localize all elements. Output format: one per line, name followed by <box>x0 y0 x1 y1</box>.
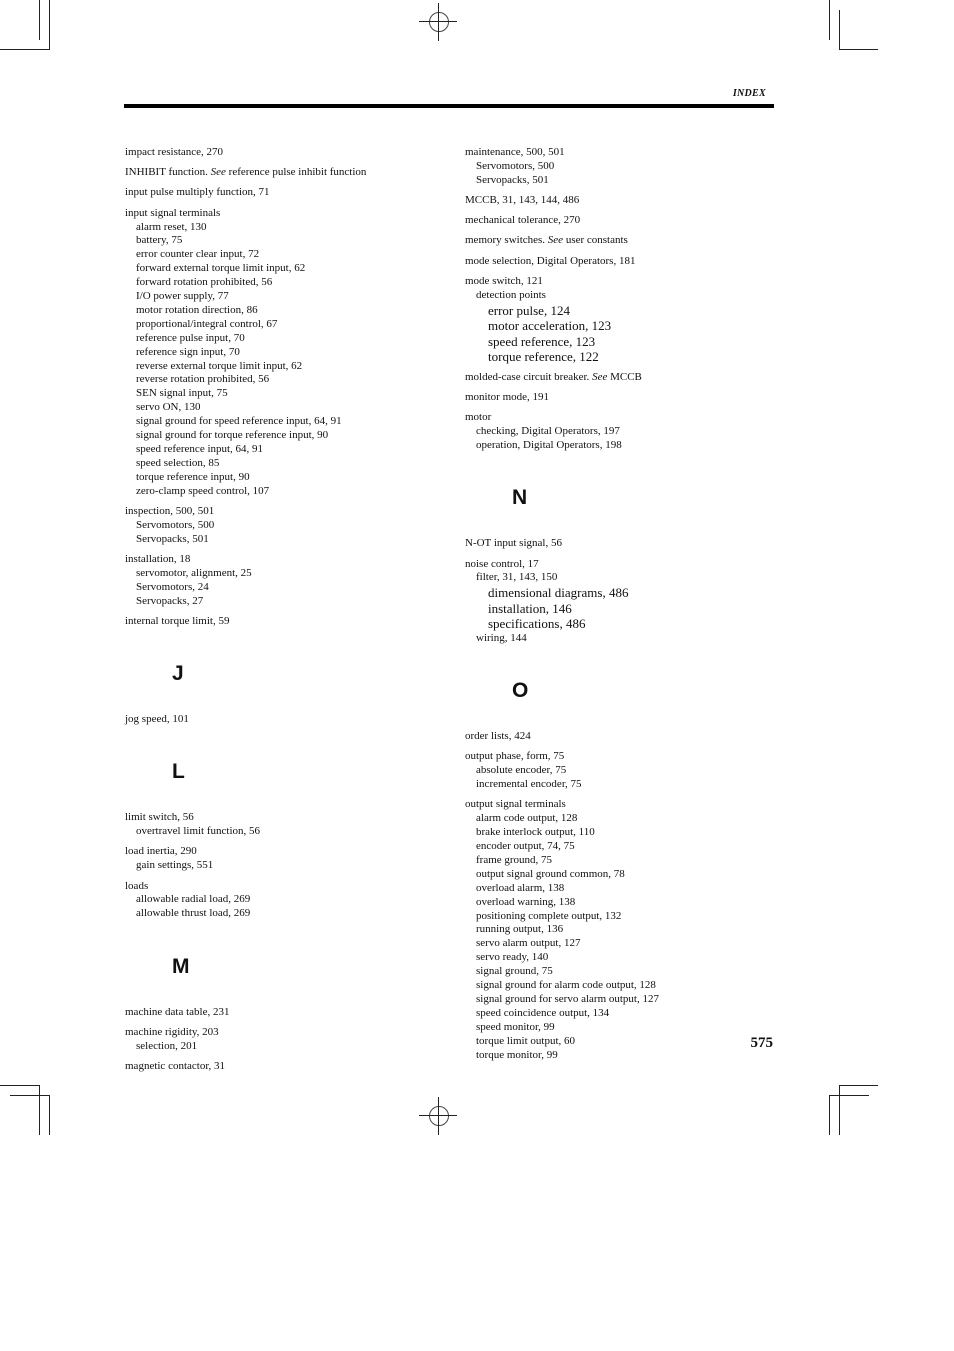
index-subentry: speed reference input, 64, 91 <box>136 443 264 456</box>
letter-heading-block <box>465 652 785 730</box>
index-column-left <box>125 146 445 1080</box>
crop-mark <box>839 10 840 50</box>
crop-mark <box>0 49 50 50</box>
index-subentry: operation, Digital Operators, 198 <box>476 439 622 452</box>
index-subentry: torque reference input, 90 <box>136 470 250 483</box>
crop-mark <box>829 1095 830 1135</box>
letter-heading: L <box>172 760 185 784</box>
index-subentry: servo alarm output, 127 <box>476 937 581 950</box>
index-entry <box>125 553 445 609</box>
registration-mark-icon <box>419 21 457 22</box>
crop-mark <box>829 0 830 40</box>
index-term-text: magnetic contactor, 31 <box>125 1059 226 1072</box>
see-reference: See <box>547 234 564 247</box>
index-subentry: battery, 75 <box>136 234 183 247</box>
index-entry <box>465 537 785 551</box>
index-entry <box>465 146 785 188</box>
index-subentry: servo ready, 140 <box>476 951 549 964</box>
index-term-text: installation, 18 <box>125 552 191 565</box>
index-term <box>465 214 785 228</box>
index-subsubentry: torque reference, 122 <box>488 349 599 365</box>
index-term <box>465 371 785 385</box>
index-term <box>465 194 785 208</box>
index-entry <box>465 214 785 228</box>
index-subentry: selection, 201 <box>136 1039 198 1052</box>
page-number: 575 <box>750 1035 773 1051</box>
index-subentry: gain settings, 551 <box>136 859 214 872</box>
index-term <box>465 730 785 744</box>
index-subsubentry: dimensional diagrams, 486 <box>488 585 629 601</box>
index-subentry: SEN signal input, 75 <box>136 387 228 400</box>
registration-mark-icon <box>429 12 449 32</box>
index-subentry: wiring, 144 <box>476 631 527 644</box>
index-entry <box>465 194 785 208</box>
index-subsubentry: installation, 146 <box>488 600 572 616</box>
index-term-text: MCCB <box>607 370 642 383</box>
registration-mark-icon <box>429 1106 449 1126</box>
index-term-text: motor <box>465 411 492 424</box>
index-entry <box>125 1026 445 1054</box>
index-subentry: torque monitor, 99 <box>476 1048 558 1061</box>
index-term-text: molded-case circuit breaker. <box>465 370 593 383</box>
index-subentry: absolute encoder, 75 <box>476 764 567 777</box>
index-subentry: Servopacks, 27 <box>136 594 204 607</box>
index-entry <box>125 186 445 200</box>
letter-heading-block <box>125 733 445 811</box>
index-subentry: brake interlock output, 110 <box>476 826 595 839</box>
crop-mark <box>0 1085 40 1086</box>
index-entry <box>125 615 445 629</box>
index-term <box>125 845 445 859</box>
index-subentry: Servopacks, 501 <box>476 173 549 186</box>
registration-mark-icon <box>419 1115 457 1116</box>
index-subentry: Servomotors, 24 <box>136 580 209 593</box>
index-subentry: proportional/integral control, 67 <box>136 317 278 330</box>
index-term <box>125 1060 445 1074</box>
index-term-text: impact resistance, 270 <box>125 146 224 158</box>
index-term-text: memory switches. <box>465 234 548 247</box>
index-entry <box>125 166 445 180</box>
index-term <box>125 713 445 727</box>
index-term <box>125 811 445 825</box>
index-term <box>125 1006 445 1020</box>
index-entry <box>465 750 785 792</box>
index-entry <box>125 505 445 547</box>
index-term <box>465 411 785 425</box>
index-entry <box>465 234 785 248</box>
index-subentry: Servomotors, 500 <box>476 159 555 172</box>
index-term-text: machine rigidity, 203 <box>125 1025 219 1038</box>
letter-heading: O <box>512 679 529 703</box>
letter-heading-block <box>125 928 445 1006</box>
index-subentry: encoder output, 74, 75 <box>476 840 575 853</box>
index-entry <box>465 391 785 405</box>
crop-mark <box>839 1085 878 1086</box>
index-term <box>465 391 785 405</box>
letter-heading: J <box>172 662 184 686</box>
index-entry <box>125 880 445 922</box>
index-term-text: maintenance, 500, 501 <box>465 146 565 158</box>
index-entry <box>125 811 445 839</box>
index-subentry: reverse external torque limit input, 62 <box>136 359 303 372</box>
index-term <box>465 255 785 269</box>
crop-mark <box>49 1095 50 1135</box>
crop-mark <box>49 0 50 50</box>
index-term-text: monitor mode, 191 <box>465 391 550 404</box>
index-term-text: load inertia, 290 <box>125 845 197 858</box>
index-term <box>125 880 445 894</box>
crop-mark <box>10 1095 50 1096</box>
index-entry <box>125 845 445 873</box>
index-term <box>465 146 785 160</box>
index-subentry: speed coincidence output, 134 <box>476 1006 610 1019</box>
index-term-text: inspection, 500, 501 <box>125 504 215 517</box>
index-entry <box>125 713 445 727</box>
index-term-text: mechanical tolerance, 270 <box>465 214 581 227</box>
index-term-text: mode switch, 121 <box>465 274 543 287</box>
index-subentry: motor rotation direction, 86 <box>136 303 258 316</box>
index-term <box>125 166 445 180</box>
index-entry <box>465 371 785 385</box>
index-term-text: loads <box>125 879 149 892</box>
index-entry <box>125 1060 445 1074</box>
index-subentry: servo ON, 130 <box>136 401 201 414</box>
crop-mark <box>39 0 40 40</box>
index-term-text: input signal terminals <box>125 206 221 219</box>
index-subsubentry: specifications, 486 <box>488 616 586 632</box>
index-entry <box>125 207 445 499</box>
index-term <box>125 615 445 629</box>
index-term <box>465 798 785 812</box>
letter-heading-block <box>125 635 445 713</box>
index-subentry: signal ground for alarm code output, 128 <box>476 979 656 992</box>
index-entry <box>465 275 785 365</box>
index-subentry: signal ground for speed reference input, 64, 91 <box>136 415 342 428</box>
index-subentry: alarm reset, 130 <box>136 220 207 233</box>
index-term <box>465 558 785 572</box>
index-subentry: reference sign input, 70 <box>136 345 240 358</box>
index-term <box>125 553 445 567</box>
index-term-text: order lists, 424 <box>465 730 531 743</box>
section-label: INDEX <box>732 88 766 99</box>
index-subentry: reverse rotation prohibited, 56 <box>136 373 270 386</box>
index-term-text: INHIBIT function. <box>125 166 211 179</box>
index-entry <box>465 411 785 453</box>
index-term <box>465 750 785 764</box>
index-subentry: servomotor, alignment, 25 <box>136 566 252 579</box>
index-subsubentry: error pulse, 124 <box>488 302 570 318</box>
index-subentry: speed monitor, 99 <box>476 1020 555 1033</box>
registration-mark-icon <box>438 3 439 41</box>
crop-mark <box>829 1095 869 1096</box>
index-entry <box>465 255 785 269</box>
index-subsubentry: motor acceleration, 123 <box>488 318 612 334</box>
letter-heading: M <box>172 954 190 978</box>
index-subentry: detection points <box>476 288 546 301</box>
index-term-text: internal torque limit, 59 <box>125 614 230 627</box>
index-subentry: signal ground for servo alarm output, 127 <box>476 992 659 1005</box>
index-subsubentry: speed reference, 123 <box>488 333 596 349</box>
index-entry <box>465 798 785 1062</box>
registration-mark-icon <box>438 1097 439 1135</box>
index-term <box>125 186 445 200</box>
index-subentry: filter, 31, 143, 150 <box>476 571 558 584</box>
index-subentry: signal ground, 75 <box>476 965 553 978</box>
index-term-text: MCCB, 31, 143, 144, 486 <box>465 194 580 207</box>
index-term-text: N-OT input signal, 56 <box>465 537 562 550</box>
index-subentry: error counter clear input, 72 <box>136 248 260 261</box>
index-subentry: zero-clamp speed control, 107 <box>136 484 270 497</box>
index-entry <box>125 1006 445 1020</box>
index-subentry: I/O power supply, 77 <box>136 290 229 303</box>
see-reference: See <box>210 166 226 179</box>
index-term <box>465 234 785 248</box>
index-subentry: frame ground, 75 <box>476 853 553 866</box>
index-subentry: forward rotation prohibited, 56 <box>136 276 273 289</box>
index-term-text: mode selection, Digital Operators, 181 <box>465 254 636 267</box>
index-column-right <box>465 146 785 1069</box>
index-term-text: output signal terminals <box>465 798 566 811</box>
index-term-text: limit switch, 56 <box>125 811 194 824</box>
crop-mark <box>839 49 878 50</box>
index-term <box>125 505 445 519</box>
index-subentry: incremental encoder, 75 <box>476 778 582 791</box>
crop-mark <box>839 1085 840 1135</box>
index-entry <box>125 146 445 160</box>
index-term <box>125 1026 445 1040</box>
index-entry <box>465 730 785 744</box>
index-term-text: output phase, form, 75 <box>465 750 565 763</box>
index-term-text: noise control, 17 <box>465 557 539 570</box>
index-subentry: allowable thrust load, 269 <box>136 907 251 920</box>
header-rule <box>124 104 774 108</box>
index-subentry: overload warning, 138 <box>476 895 576 908</box>
index-term-text: input pulse multiply function, 71 <box>125 186 270 199</box>
index-subentry: allowable radial load, 269 <box>136 893 251 906</box>
index-subentry: overload alarm, 138 <box>476 881 565 894</box>
index-subentry: overtravel limit function, 56 <box>136 825 261 838</box>
index-subentry: Servomotors, 500 <box>136 518 215 531</box>
index-term <box>125 207 445 221</box>
index-subentry: forward external torque limit input, 62 <box>136 262 306 275</box>
index-subentry: signal ground for torque reference input, 90 <box>136 429 329 442</box>
index-subentry: positioning complete output, 132 <box>476 909 622 922</box>
index-subentry: speed selection, 85 <box>136 456 220 469</box>
letter-heading-block <box>465 459 785 537</box>
index-term-text: reference pulse inhibit function <box>225 166 367 179</box>
index-term-text: jog speed, 101 <box>125 713 189 726</box>
index-subentry: alarm code output, 128 <box>476 812 578 825</box>
index-term <box>125 146 445 160</box>
index-entry <box>465 558 785 646</box>
index-subentry: running output, 136 <box>476 923 564 936</box>
see-reference: See <box>592 370 608 383</box>
letter-heading: N <box>512 486 528 510</box>
index-subentry: checking, Digital Operators, 197 <box>476 425 620 438</box>
index-subentry: output signal ground common, 78 <box>476 867 625 880</box>
index-subentry: reference pulse input, 70 <box>136 331 245 344</box>
index-term <box>465 275 785 289</box>
index-subentry: Servopacks, 501 <box>136 532 209 545</box>
index-subentry: torque limit output, 60 <box>476 1034 575 1047</box>
crop-mark <box>39 1085 40 1135</box>
index-term-text: machine data table, 231 <box>125 1005 230 1018</box>
index-term <box>465 537 785 551</box>
index-term-text: user constants <box>563 234 628 247</box>
